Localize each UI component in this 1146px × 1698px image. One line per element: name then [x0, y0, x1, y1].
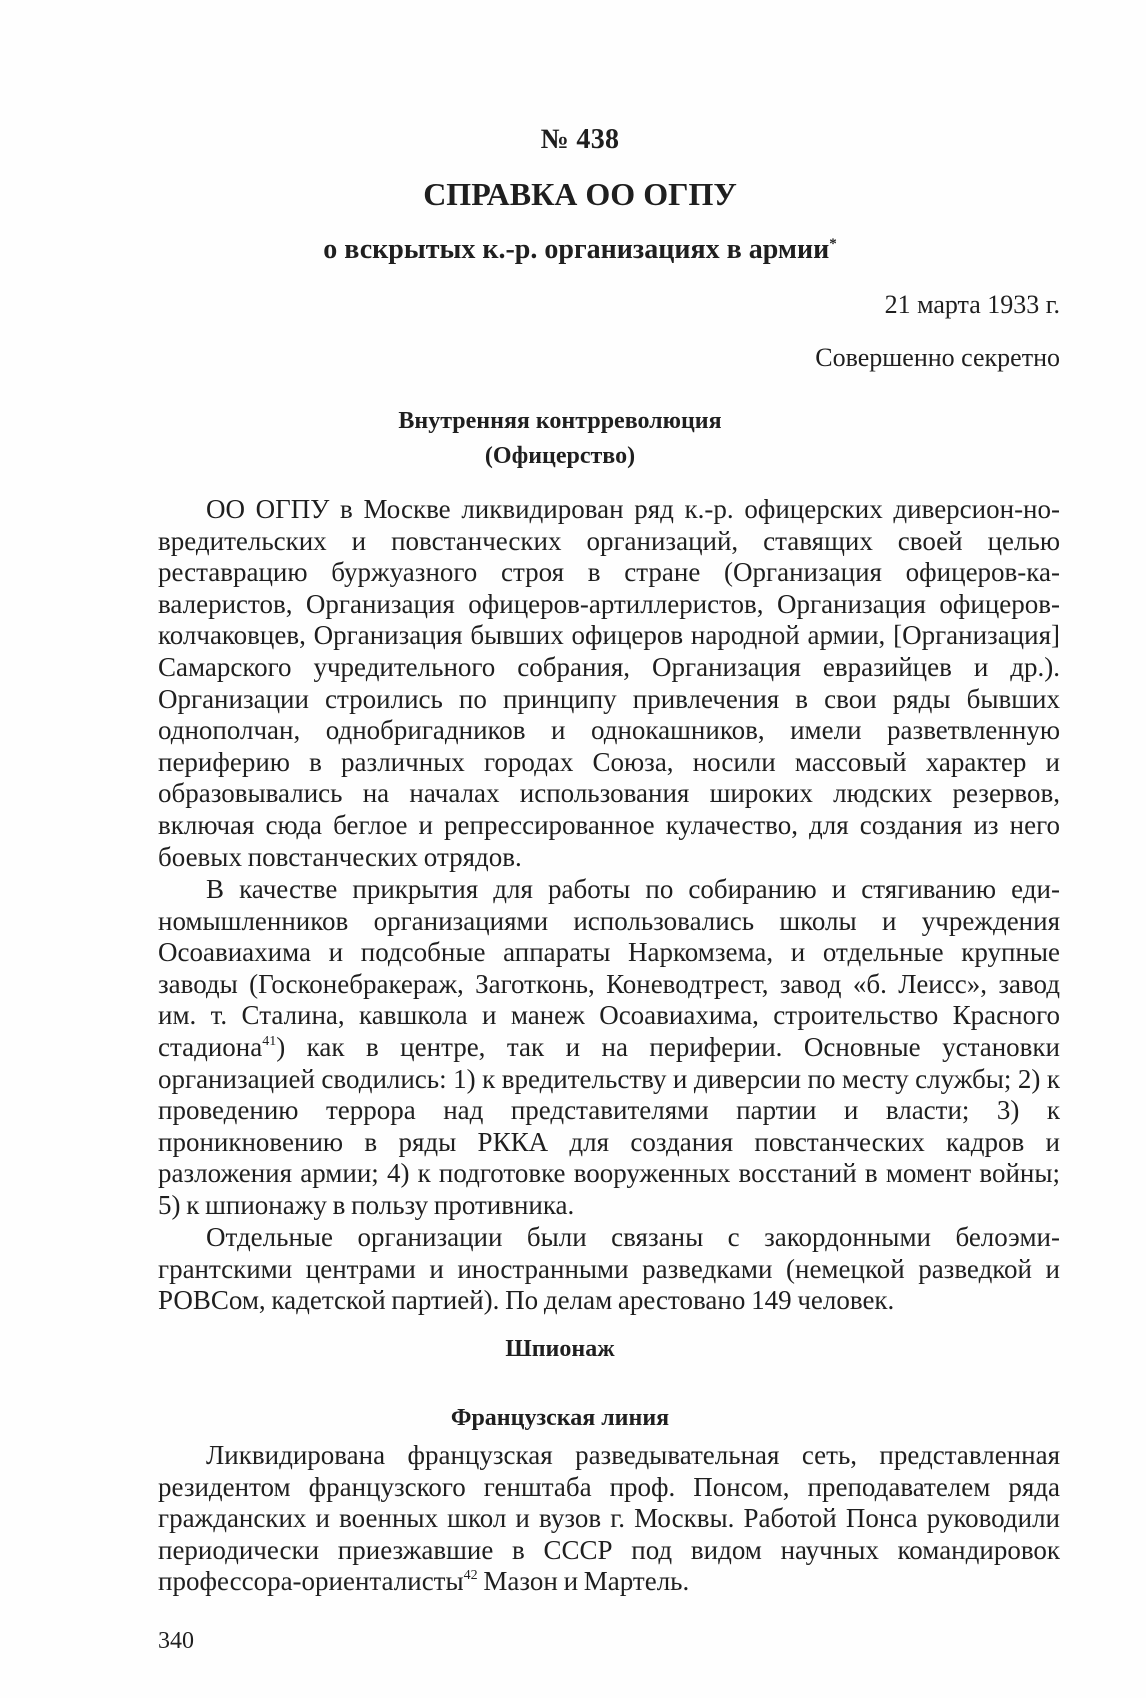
document-date: 21 марта 1933 г.: [884, 290, 1060, 319]
section-heading-line-1: Внутренняя контрреволюция: [398, 408, 722, 434]
secrecy-classification: Совершенно секретно: [815, 343, 1060, 372]
paragraph-french-network-part-2: Мазон и Мартель.: [477, 1566, 690, 1597]
document-number: № 438: [540, 124, 620, 155]
document-subject: [120, 234, 1040, 266]
paragraph-cover-activities-part-1: В качестве прикрытия для работы по собиранию и стягиванию единомышленников организациями использовались школы и учреждения Осоавиахима и подсобные аппараты Наркомзема, и отдельные крупные заводы (Госконебракераж, Заготконь, Коневодтрест, завод «б. Леисс», завод им. т. Сталина, кавшкола и манеж Осоавиахима, строительство Красного стадиона: [158, 874, 1060, 1062]
document-subject-text: о вскрытых к.-р. организациях в армии: [323, 234, 830, 265]
page-number: 340: [158, 1628, 194, 1654]
paragraph-cover-activities: [158, 874, 1060, 1222]
subject-footnote-mark: *: [829, 236, 837, 252]
paragraph-foreign-links: Отдельные организации были связаны с закордонными белоэмигрантскими центрами и иностранными разведками (немецкой разведкой и РОВСом, кадетской партией). По делам арестовано 149 человек.: [158, 1222, 1060, 1316]
paragraph-officer-organizations: ОО ОГПУ в Москве ликвидирован ряд к.-р. офицерских диверсион-но-вредительских и повстанческих организаций, ставящих своей целью реставрацию буржуазного строя в стране (Организация офицеров-кавалеристов, Организация офицеров-артиллеристов, Организация офицеров-колчаковцев, Организация бывших офицеров народной армии, [Организация] Самарского учредительного собрания, Организация евразийцев и др.). Организации строились по принципу привлечения в свои ряды бывших однополчан, однобригадников и однокашников, имели разветвленную периферию в различных городах Союза, носили массовый характер и образовывались на началах использования широких людских резервов, включая сюда беглое и репрессированное кулачество, для создания из него боевых повстанческих отрядов.: [158, 494, 1060, 872]
section-heading-counterrevolution: [300, 404, 820, 474]
paragraph-french-network: [158, 1440, 1060, 1598]
paragraph-cover-activities-part-2: ) как в центре, так и на периферии. Основные установки организацией сводились: 1) к вредительству и диверсии по месту службы; 2) к проведению террора над представителями партии и власти; 3) к проникновению в ряды РККА для создания повстанческих кадров и разложения армии; 4) к подготовке вооруженных восстаний в момент войны; 5) к шпионажу в пользу противника.: [158, 1031, 1060, 1220]
footnote-ref-42: 42: [463, 1568, 478, 1584]
document-title: СПРАВКА ОО ОГПУ: [423, 176, 737, 212]
section-heading-line-2: (Офицерство): [484, 443, 636, 469]
subsection-heading-french-line: Французская линия: [450, 1405, 670, 1431]
footnote-ref-41: 41: [262, 1033, 277, 1049]
section-heading-espionage: Шпионаж: [505, 1336, 615, 1362]
paragraph-french-network-part-1: Ликвидирована французская разведывательная сеть, представленная резидентом французского генштаба проф. Понсом, преподавателем ряда гражданских и военных школ и вузов г. Москвы. Работой Понса руководили периодически приезжавшие в СССР под видом научных командировок профессора-ориенталисты: [158, 1440, 1060, 1597]
